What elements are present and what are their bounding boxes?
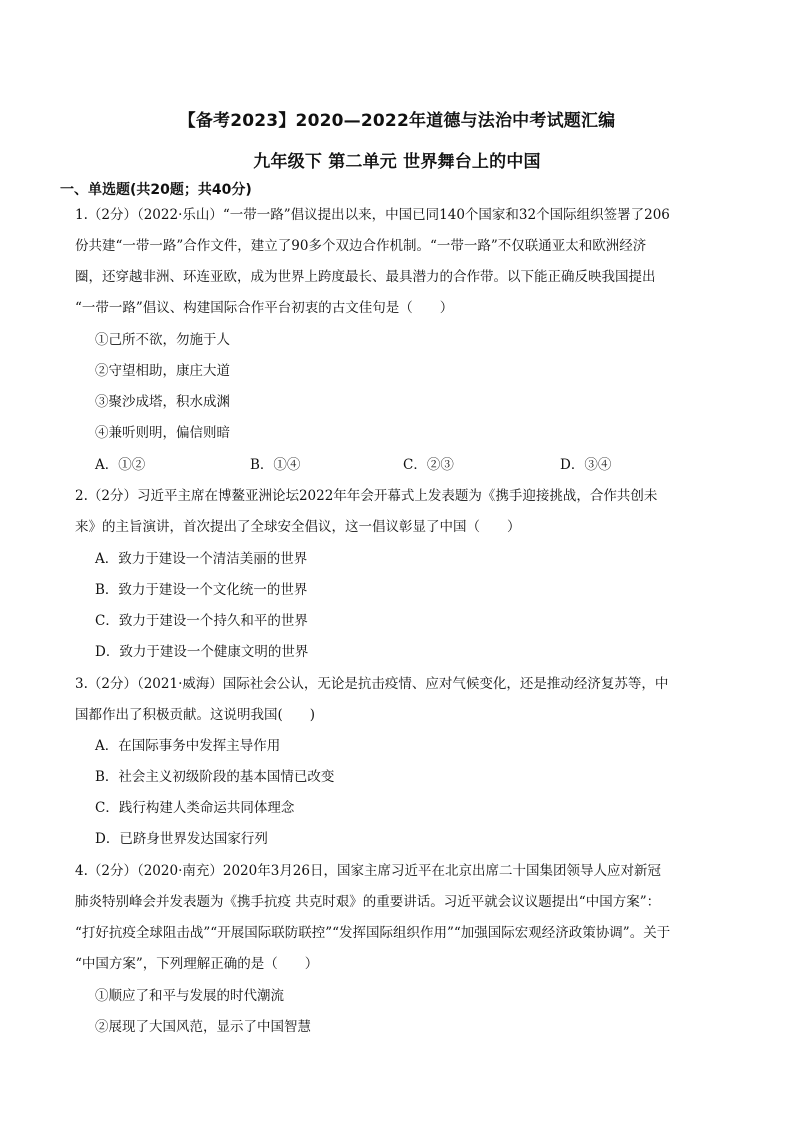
question-3-option-c[interactable]: C．践行构建人类命运共同体理念 xyxy=(95,800,295,816)
question-2-stem-line: 来》的主旨演讲，首次提出了全球安全倡议，这一倡议彰显了中国（ ） xyxy=(75,519,521,535)
question-4-stem-line: 4.（2分）（2020·南充）2020年3月26日，国家主席习近平在北京出席二十国集团领导人应对新冠 xyxy=(75,863,661,879)
question-1-option-b[interactable]: B．①④ xyxy=(250,457,301,473)
question-4-stem-line: “打好抗疫全球阻击战”“开展国际联防联控”“发挥国际组织作用”“加强国际宏观经济政策协调”。关于 xyxy=(75,925,671,941)
question-1-stem-line: 份共建“一带一路”合作文件，建立了90多个双边合作机制。“一带一路”不仅联通亚太和欧洲经济 xyxy=(75,238,647,254)
question-4-stem-line: 肺炎特别峰会并发表题为《携手抗疫 共克时艰》的重要讲话。习近平就会议议题提出“中国方案”： xyxy=(75,894,661,910)
question-2-stem-line: 2.（2分）习近平主席在博鳌亚洲论坛2022年年会开幕式上发表题为《携手迎接挑战，合作共创未 xyxy=(75,488,658,504)
question-3-stem-line: 国都作出了积极贡献。这说明我国( ) xyxy=(75,707,316,723)
question-1-stem-line: “一带一路”倡议、构建国际合作平台初衷的古文佳句是（ ） xyxy=(75,300,454,316)
question-4-stem-line: “中国方案”，下列理解正确的是（ ） xyxy=(75,956,319,972)
question-2-option-d[interactable]: D．致力于建设一个健康文明的世界 xyxy=(95,644,309,660)
question-3-stem-line: 3.（2分）（2021·威海）国际社会公认，无论是抗击疫情、应对气候变化，还是推动经济复苏等，中 xyxy=(75,676,669,692)
question-1-option-c[interactable]: C．②③ xyxy=(403,457,454,473)
question-1-item: ③聚沙成塔，积水成渊 xyxy=(95,394,230,410)
question-1-option-d[interactable]: D．③④ xyxy=(560,457,612,473)
document-subtitle: 九年级下 第二单元 世界舞台上的中国 xyxy=(253,152,541,172)
question-3-option-a[interactable]: A．在国际事务中发挥主导作用 xyxy=(95,738,281,754)
question-2-option-b[interactable]: B．致力于建设一个文化统一的世界 xyxy=(95,582,308,598)
question-3-option-d[interactable]: D．已跻身世界发达国家行列 xyxy=(95,831,268,847)
question-3-option-b[interactable]: B．社会主义初级阶段的基本国情已改变 xyxy=(95,769,335,785)
question-1-stem-line: 圈，还穿越非洲、环连亚欧，成为世界上跨度最长、最具潜力的合作带。以下能正确反映我国提出 xyxy=(75,269,656,285)
section-heading: 一、单选题(共20题；共40分) xyxy=(60,182,252,198)
question-1-item: ②守望相助，康庄大道 xyxy=(95,363,230,379)
question-1-item: ①己所不欲，勿施于人 xyxy=(95,332,230,348)
question-1-stem-line: 1.（2分）（2022·乐山）“一带一路”倡议提出以来，中国已同140个国家和32个国际组织签署了206 xyxy=(75,207,670,223)
question-4-item: ①顺应了和平与发展的时代潮流 xyxy=(95,988,284,1004)
question-4-item: ②展现了大国风范，显示了中国智慧 xyxy=(95,1019,311,1035)
question-1-item: ④兼听则明，偏信则暗 xyxy=(95,425,230,441)
document-title: 【备考2023】2020—2022年道德与法治中考试题汇编 xyxy=(178,111,616,131)
question-2-option-a[interactable]: A．致力于建设一个清洁美丽的世界 xyxy=(95,551,308,567)
question-1-option-a[interactable]: A．①② xyxy=(95,457,146,473)
question-2-option-c[interactable]: C．致力于建设一个持久和平的世界 xyxy=(95,613,308,629)
